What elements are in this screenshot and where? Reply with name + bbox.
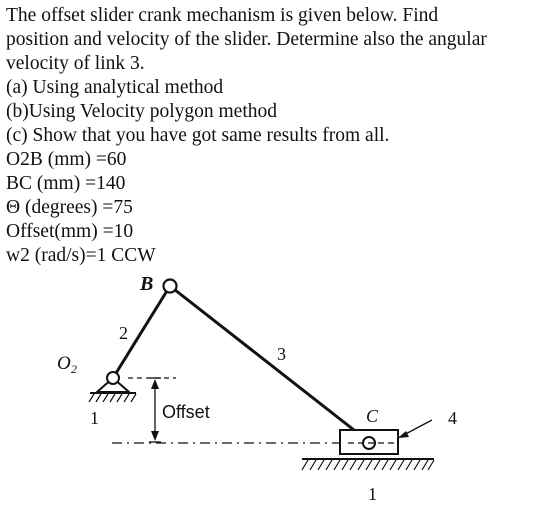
given-o2b: O2B (mm) =60	[6, 149, 127, 170]
task-b: (b)Using Velocity polygon method	[6, 101, 277, 122]
label-o2: O	[57, 353, 71, 374]
label-link-4: 4	[448, 408, 457, 428]
given-theta: Θ (degrees) =75	[6, 197, 133, 218]
problem-line-3: velocity of link 3.	[6, 53, 145, 74]
task-c: (c) Show that you have got same results from all.	[6, 125, 390, 146]
label-link-2: 2	[119, 323, 128, 343]
label-ground-right: 1	[368, 484, 377, 504]
given-bc: BC (mm) =140	[6, 173, 126, 194]
label-o2-subscript: 2	[71, 362, 77, 376]
given-offset: Offset(mm) =10	[6, 221, 134, 242]
pivot-o2	[107, 372, 119, 384]
label-b: B	[140, 273, 154, 295]
label-ground-left: 1	[90, 408, 99, 428]
offset-arrow-top	[151, 379, 159, 389]
label-link-3: 3	[277, 344, 286, 364]
offset-arrow-bottom	[151, 431, 159, 441]
given-omega2: w2 (rad/s)=1 CCW	[6, 245, 156, 266]
problem-line-1: The offset slider crank mechanism is given below. Find	[6, 5, 439, 26]
task-a: (a) Using analytical method	[6, 77, 224, 98]
pin-b	[164, 280, 177, 293]
slider-ground	[302, 459, 434, 470]
problem-line-2: position and velocity of the slider. Determine also the angular	[6, 29, 487, 50]
offset-label: Offset	[162, 402, 210, 422]
label-c: C	[366, 406, 379, 426]
